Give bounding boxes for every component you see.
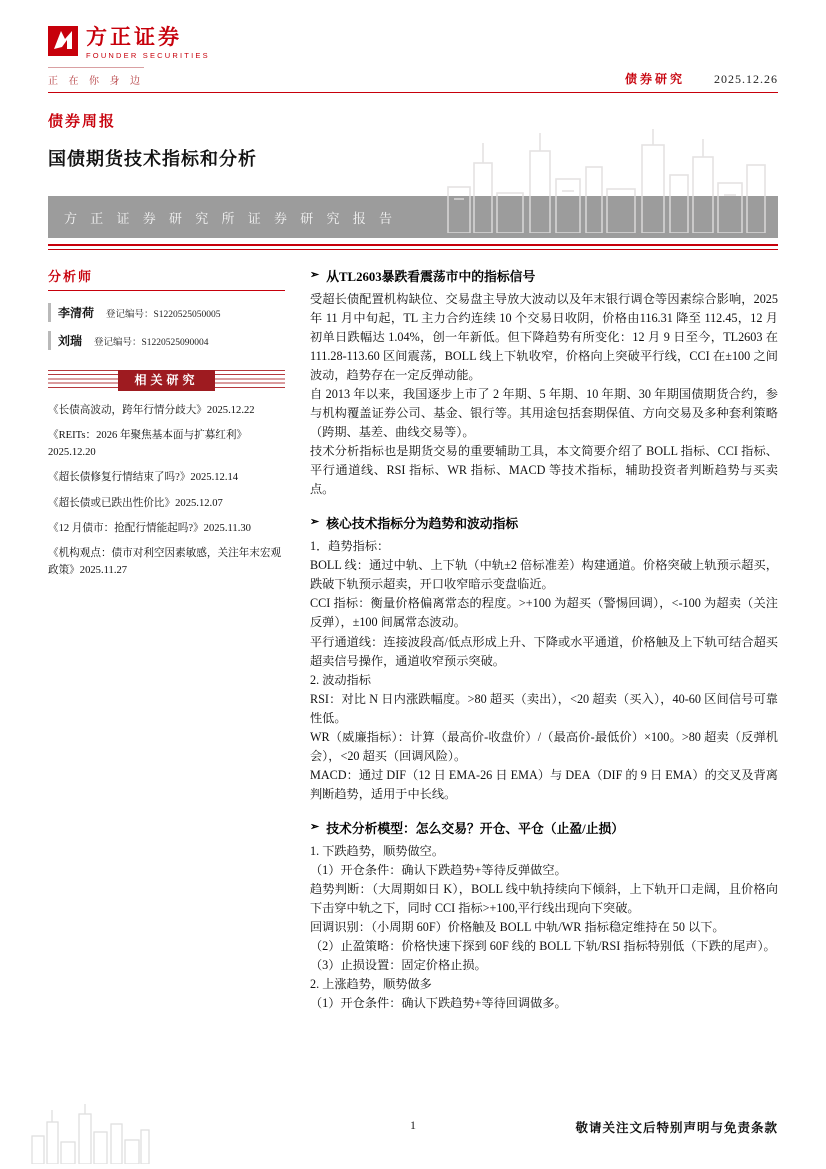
body-paragraph: 自 2013 年以来，我国逐步上市了 2 年期、5 年期、10 年期、30 年期国债期货合约，参与机构覆盖证券公司、基金、银行等。其用途包括套期保值、方向交易及多种套利策略（跨期、基差、曲线交易等）。	[310, 387, 778, 440]
body-paragraph: WR（威廉指标）：计算（最高价-收盘价）/（最高价-最低价）×100。>80 超卖（反弹机会），<20 超买（回调风险）。	[310, 729, 778, 763]
body-paragraph: 2. 上涨趋势，顺势做多	[310, 977, 432, 991]
analyst-row	[48, 331, 285, 350]
body-paragraph: 2. 波动指标	[310, 672, 371, 687]
analyst-registration: 登记编号：S1220525050005	[106, 310, 221, 320]
body-paragraph: （2）止盈策略：价格快速下探到 60F 线的 BOLL 下轨/RSI 指标特别低（下跌的尾声）。	[310, 938, 776, 953]
body-paragraph: CCI 指标：衡量价格偏离常态的程度。>+100 为超买（警惕回调），<-100 为超卖（关注反弹），±100 间属常态波动。	[310, 596, 778, 630]
related-research-item: 《12 月债市：抢配行情能起吗?》2025.11.30	[48, 523, 251, 535]
report-header	[48, 26, 778, 89]
analyst-registration: 登记编号：S1220525090004	[94, 338, 209, 348]
page-title: 国债期货技术指标和分析	[48, 149, 257, 169]
body-paragraph: 技术分析指标也是期货交易的重要辅助工具，本文简要介绍了 BOLL 指标、CCI 指标、平行通道线、RSI 指标、WR 指标、MACD 等技术指标，辅助投资者判断趋势与买卖点。	[310, 444, 778, 497]
body-paragraph: BOLL 线：通过中轨、上下轨（中轨±2 倍标准差）构建通道。价格突破上轨预示超买，跌破下轨预示超卖，开口收窄暗示变盘临近。	[310, 558, 778, 592]
body-paragraph: 1．趋势指标：	[310, 539, 390, 554]
page-number: 1	[410, 1118, 416, 1132]
arrow-bullet-icon: ➢	[310, 516, 320, 529]
section-core-indicators	[310, 513, 778, 803]
body-paragraph: （1）开仓条件：确认下跌趋势+等待回调做多。	[310, 996, 567, 1011]
report-type-label: 债券周报	[48, 114, 117, 130]
sidebar	[48, 266, 285, 1099]
header-meta	[625, 70, 778, 87]
body-paragraph: 趋势判断：（大周期如日 K），BOLL 线中轨持续向下倾斜，上下轨开口走阔，且价格向下击穿中轨之下，同时 CCI 指标>+100,平行线出现向下突破。	[310, 881, 778, 915]
body-paragraph: 受超长债配置机构缺位、交易盘主导放大波动以及年末银行调仓等因素综合影响，2025 年 11 月中旬起，TL 主力合约连续 10 个交易日收阴，价格由116.31 降至 112.45，12 月初单日跌幅达 1.04%，创一年新低。但下降趋势有所变化：12 月 9 日至今，TL2603 在 111.28-113.60 区间震荡，BOLL 线上下轨收窄，价格向上突破平行线，CCI 在±100 之间波动，趋势存在一定反弹动能。	[310, 292, 778, 383]
arrow-bullet-icon: ➢	[310, 269, 320, 281]
skyline-art-icon	[444, 125, 774, 238]
related-research-list	[48, 403, 285, 579]
related-research-item: 《机构观点：债市对利空因素敏感，关注年末宏观政策》2025.11.27	[48, 548, 282, 576]
related-research-item: 《超长债修复行情结束了吗?》2025.12.14	[48, 472, 239, 484]
body-paragraph: （3）止损设置：固定价格止损。	[310, 957, 487, 972]
related-research-heading	[48, 370, 285, 391]
brand-name-cn: 方正证券	[86, 25, 182, 49]
banner-divider	[48, 244, 778, 250]
brand-name-en: FOUNDER SECURITIES	[86, 51, 210, 61]
section-tl2603-signals	[310, 266, 778, 499]
body-paragraph: （1）开仓条件：确认下跌趋势+等待反弹做空。	[310, 862, 567, 877]
institute-banner-text: 方 正 证 券 研 究 所 证 券 研 究 报 告	[64, 210, 398, 226]
analyst-name: 李清荷	[58, 306, 95, 320]
related-research-item: 《长债高波动，跨年行情分歧大》2025.12.22	[48, 405, 255, 416]
section-heading-text: 从TL2603暴跌看震荡市中的指标信号	[326, 270, 536, 284]
section-heading	[310, 818, 778, 837]
related-research-item: 《REITs：2026 年聚焦基本面与扩募红利》2025.12.20	[48, 430, 248, 458]
footer-disclaimer: 敬请关注文后特别声明与免责条款	[575, 1121, 778, 1135]
section-trading-model	[310, 818, 778, 1013]
body-paragraph: RSI：对比 N 日内涨跌幅度。>80 超买（卖出），<20 超卖（买入），40-60 区间信号可靠性低。	[310, 691, 778, 725]
arrow-bullet-icon: ➢	[310, 820, 320, 833]
related-research-item: 《超长债或已跌出性价比》2025.12.07	[48, 497, 223, 509]
header-divider	[48, 92, 778, 93]
analyst-row	[48, 303, 285, 322]
related-research-heading-text: 相关研究	[118, 370, 214, 391]
body-paragraph: MACD：通过 DIF（12 日 EMA-26 日 EMA）与 DEA（DIF 的 9 日 EMA）的交叉及背离判断趋势，适用于中长线。	[310, 767, 778, 801]
brand-tagline: 正 在 你 身 边	[48, 67, 144, 87]
body-paragraph: 回调识别：（小周期 60F）价格触及 BOLL 中轨/WR 指标稳定维持在 50 以下。	[310, 919, 725, 934]
section-heading	[310, 513, 778, 532]
founder-securities-logo-icon	[48, 26, 78, 56]
analysts-heading: 分析师	[48, 266, 285, 291]
content-columns	[48, 266, 778, 1099]
footer-skyline-art-icon	[30, 1102, 150, 1169]
analyst-name: 刘瑞	[58, 334, 83, 348]
institute-banner	[48, 196, 778, 238]
body-paragraph: 1. 下跌趋势，顺势做空。	[310, 843, 445, 858]
section-heading-text: 核心技术指标分为趋势和波动指标	[326, 517, 519, 532]
main-content	[310, 266, 778, 1099]
body-paragraph: 平行通道线：连接波段高/低点形成上升、下降或水平通道，价格触及上下轨可结合超买超卖信号操作，通道收窄预示突破。	[310, 634, 778, 668]
section-heading-text: 技术分析模型：怎么交易？开仓、平仓（止盈/止损）	[326, 821, 625, 836]
section-heading	[310, 266, 778, 285]
report-category-label: 债券研究	[624, 72, 685, 87]
report-date: 2025.12.26	[714, 72, 778, 87]
